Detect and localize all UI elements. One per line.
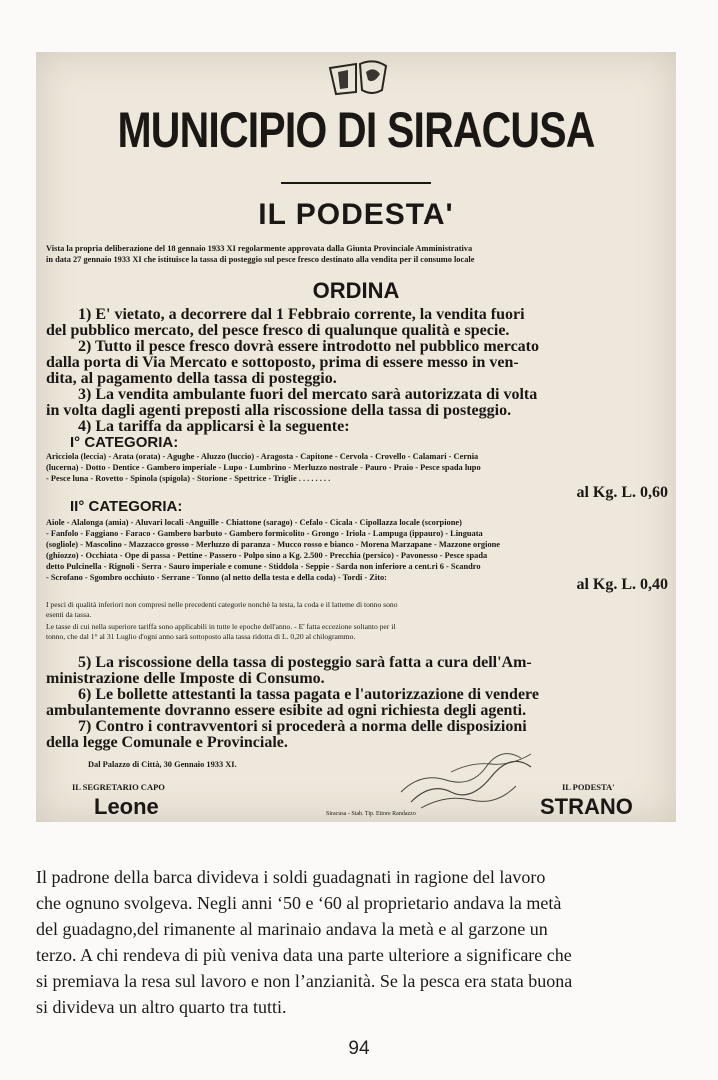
rule-line: 5) La riscossione della tassa di posteggio sarà fatta a cura dell'Am- <box>78 654 532 671</box>
category-1-items: (lucerna) - Dotto - Dentice - Gambero imperiale - Lupo - Lumbrino - Merluzzo nostrale - Pauro - Praio - Pesce spada lupo <box>46 463 481 472</box>
divider <box>281 182 431 184</box>
printer-credit: Siracusa - Stab. Tip. Ettore Randazzo <box>326 811 416 817</box>
caption-line: terzo. A chi rendeva di più veniva data una parte ulteriore a significare che <box>36 945 572 965</box>
rule-line: 2) Tutto il pesce fresco dovrà essere introdotto nel pubblico mercato <box>78 338 539 355</box>
caption-line: si premiava la resa sul lavoro e non l’anzianità. Se la pesca era stata buona <box>36 971 573 991</box>
poster-title: MUNICIPIO DI SIRACUSA <box>117 102 595 158</box>
category-2-items: detto Pulcinella - Rignoli - Serra - Sauro imperiale e comune - Stiddola - Seppie - Sarda non inferiore a cent.ri 6 - Scandro <box>46 562 481 571</box>
left-signature-label: IL SEGRETARIO CAPO <box>72 782 165 792</box>
rule-line: 3) La vendita ambulante fuori del mercato sarà autorizzata di volta <box>78 386 538 403</box>
category-1-items: Aricciola (leccia) - Arata (orata) - Agughe - Aluzzo (luccio) - Aragosta - Capitone - Cervola - Crovello - Calamari - Cernia <box>46 452 479 461</box>
right-signature-label: IL PODESTA' <box>562 782 615 792</box>
rule-line: della legge Comunale e Provinciale. <box>46 734 288 751</box>
category-2-items: - Scrofano - Sgombro occhiuto - Serrane - Tonno (al netto della testa e della coda) - Tordi - Zito: <box>46 573 387 582</box>
rule-line: dalla porta di Via Mercato e sottoposto, prima di essere messo in ven- <box>46 354 519 371</box>
poster-photo <box>36 52 676 822</box>
right-signature: STRANO <box>540 794 633 819</box>
intro-line: in data 27 gennaio 1933 XI che istituisce la tassa di posteggio sul pesce fresco destinato alla vendita per il consumo locale <box>46 255 475 264</box>
note-line: esenti da tassa. <box>46 610 92 619</box>
ordina-heading: ORDINA <box>312 278 400 303</box>
rule-line: 1) E' vietato, a decorrere dal 1 Febbraio corrente, la vendita fuori <box>78 306 525 323</box>
caption-paragraph <box>36 864 678 1020</box>
rule-line: 7) Contro i contravventori si procederà a norma delle disposizioni <box>78 718 527 735</box>
caption-line: Il padrone della barca divideva i soldi guadagnati in ragione del lavoro <box>36 867 546 887</box>
category-1-items: - Pesce luna - Rovetto - Spinola (spigola) - Storione - Spettrice - Triglie . . . . . . . . <box>46 474 331 483</box>
category-2-items: Aiole - Alalonga (amia) - Aluvari locali -Anguille - Chiattone (sarago) - Cefalo - Cicala - Cipollazza locale (scorpione) <box>46 518 462 527</box>
rule-line: 4) La tariffa da applicarsi è la seguente: <box>78 418 350 435</box>
page-number: 94 <box>348 1038 370 1059</box>
category-2-label: II° CATEGORIA: <box>70 498 183 515</box>
handwritten-note-icon <box>391 752 541 812</box>
dateline: Dal Palazzo di Città, 30 Gennaio 1933 XI. <box>88 760 237 769</box>
caption-line: del guadagno,del rimanente al marinaio andava la metà e al garzone un <box>36 919 548 939</box>
poster-subtitle: IL PODESTA' <box>258 198 454 231</box>
category-2-price: al Kg. L. 0,40 <box>576 576 668 593</box>
left-signature: Leone <box>94 794 159 819</box>
category-2-items: (sogliole) - Mascolino - Mazzacco grosso - Merluzzo di paranza - Mucco rosso e bianco - Morena Marzapane - Mazzone orgione <box>46 540 501 549</box>
rule-line: in volta dagli agenti preposti alla riscossione della tassa di posteggio. <box>46 402 512 419</box>
note-line: Le tasse di cui nella superiore tariffa sono applicabili in tutte le epoche dell'anno. - E' fatta eccezione soltanto per il <box>46 622 396 631</box>
category-1-label: I° CATEGORIA: <box>70 434 179 451</box>
category-2-items: (ghiozzo) - Occhiata - Ope di passa - Pettine - Passero - Polpo sino a Kg. 2.500 - Precchia (persico) - Pavonesso - Pesce spada <box>46 551 488 560</box>
caption-line: si divideva un altro quarto tra tutti. <box>36 997 287 1017</box>
intro-line: Vista la propria deliberazione del 18 gennaio 1933 XI regolarmente approvata dalla Giunta Provinciale Amministrativa <box>46 244 473 253</box>
rule-line: del pubblico mercato, del pesce fresco di qualunque qualità e specie. <box>46 322 510 339</box>
note-line: I pesci di qualità inferiori non compresi nelle precedenti categorie nonchè la testa, la coda e il latteme di tonno sono <box>46 600 398 609</box>
note-line: tonno, che dal 1° al 31 Luglio d'ogni anno sarà sottoposto alla tassa ridotta di L. 0,20 al chilogrammo. <box>46 632 356 641</box>
category-2-items: - Fanfolo - Faggiano - Faraco - Gambero barbuto - Gambero formicolito - Grongo - Iriola - Lampuga (ippauro) - Linguata <box>46 529 483 538</box>
poster <box>36 52 676 822</box>
rule-line: ambulantemente dovranno essere esibite ad ogni richiesta degli agenti. <box>46 702 527 719</box>
rule-line: dita, al pagamento della tassa di posteggio. <box>46 370 337 387</box>
coat-of-arms-icon <box>326 58 390 98</box>
rule-line: 6) Le bollette attestanti la tassa pagata e l'autorizzazione di vendere <box>78 686 539 703</box>
rule-line: ministrazione delle Imposte di Consumo. <box>46 670 325 687</box>
caption-line: che ognuno svolgeva. Negli anni ‘50 e ‘60 al proprietario andava la metà <box>36 893 562 913</box>
category-1-price: al Kg. L. 0,60 <box>576 484 668 501</box>
